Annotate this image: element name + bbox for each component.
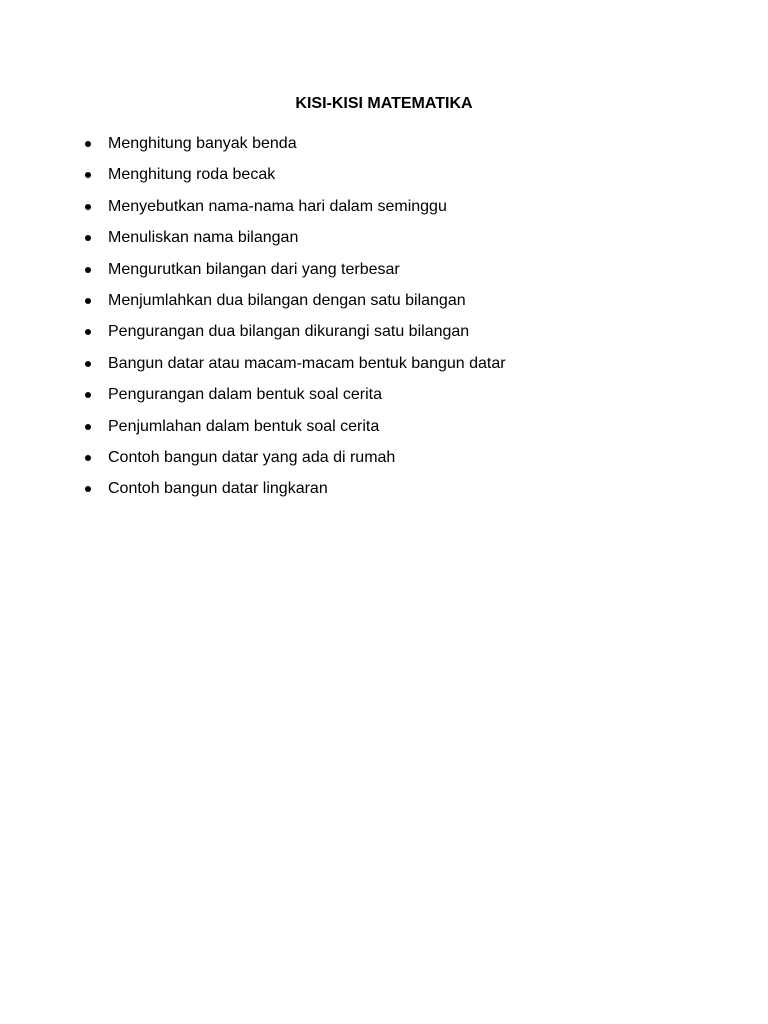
bullet-icon xyxy=(85,298,91,304)
list-item-text: Menghitung roda becak xyxy=(108,166,276,184)
bullet-icon xyxy=(85,329,91,335)
list-item-text: Menghitung banyak benda xyxy=(108,135,297,152)
bullet-icon xyxy=(85,486,91,492)
list-item-text: Penjumlahan dalam bentuk soal cerita xyxy=(108,417,380,435)
list-item-text: Mengurutkan bilangan dari yang terbesar xyxy=(108,260,400,278)
bullet-icon xyxy=(85,204,91,210)
bullet-icon xyxy=(85,141,91,147)
list-item-text: Pengurangan dua bilangan dikurangi satu bilangan xyxy=(108,323,470,341)
bullet-icon xyxy=(85,361,91,367)
list-item-text: Contoh bangun datar yang ada di rumah xyxy=(108,448,396,466)
list-item-text: Menuliskan nama bilangan xyxy=(108,229,299,247)
list-item-text: Menjumlahkan dua bilangan dengan satu bilangan xyxy=(108,291,466,309)
list-item-text: Bangun datar atau macam-macam bentuk bangun datar xyxy=(108,354,506,372)
bullet-icon xyxy=(85,455,91,461)
bullet-icon xyxy=(85,172,91,178)
bullet-icon xyxy=(85,392,91,398)
bullet-icon xyxy=(85,424,91,430)
list-item-text: Contoh bangun datar lingkaran xyxy=(108,480,328,498)
list-item-text: Menyebutkan nama-nama hari dalam seminggu xyxy=(108,197,447,215)
document-title: KISI-KISI MATEMATIKA xyxy=(295,95,473,112)
bullet-icon xyxy=(85,235,91,241)
list-item-text: Pengurangan dalam bentuk soal cerita xyxy=(108,386,382,404)
bullet-icon xyxy=(85,267,91,273)
